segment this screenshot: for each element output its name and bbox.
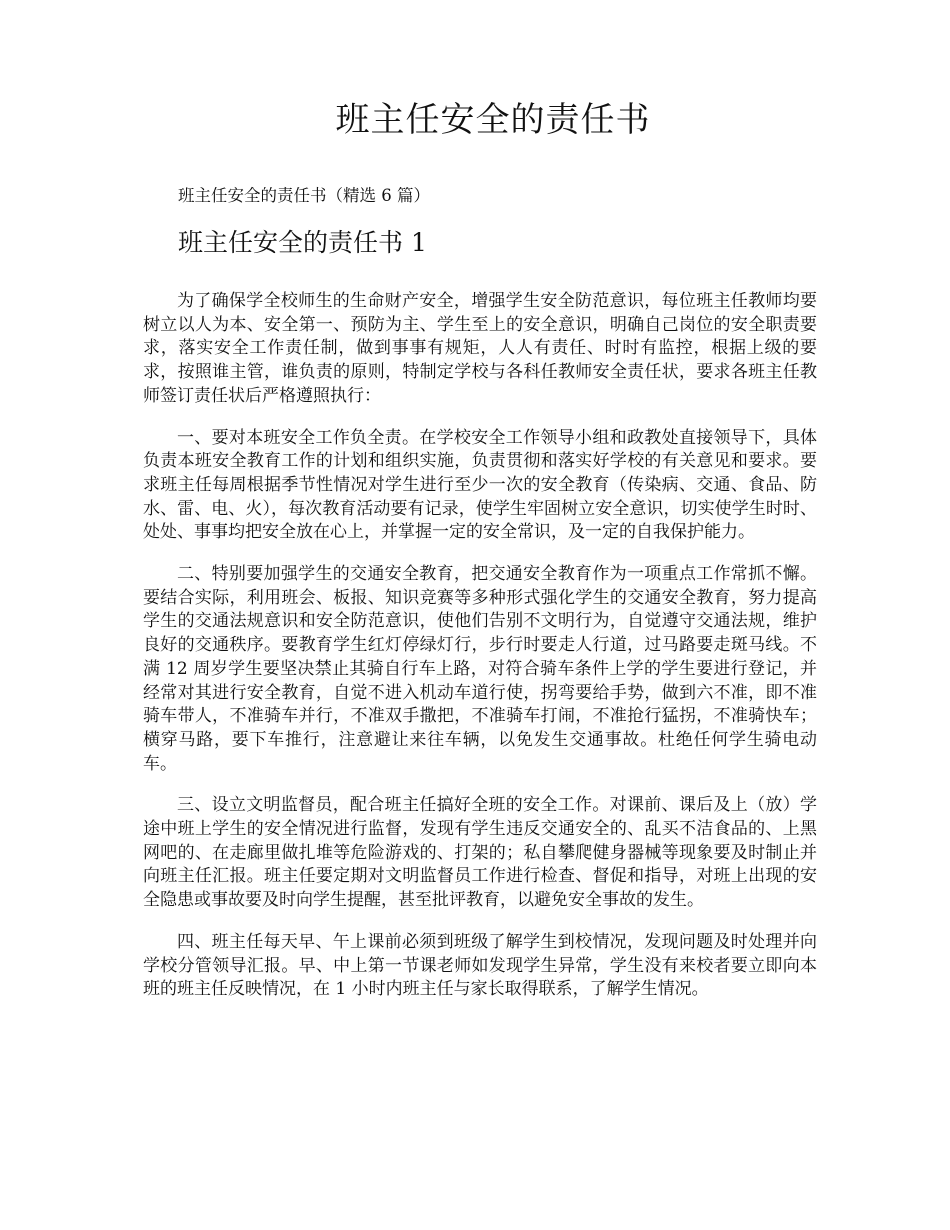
document-title: 班主任安全的责任书 [335, 100, 651, 140]
document-subtitle: 班主任安全的责任书（精选 6 篇） [178, 186, 430, 205]
paragraph-intro: 为了确保学全校师生的生命财产安全，增强学生安全防范意识，每位班主任教师均要树立以人为本、安全第一、预防为主、学生至上的安全意识，明确自己岗位的安全职责要求，落实安全工作责任制，做到事事有规矩，人人有责任、时时有监控，根据上级的要求，按照谁主管，谁负责的原则，特制定学校与各科任教师安全责任状，要求各班主任教师签订责任状后严格遵照执行： [143, 291, 817, 406]
section-heading: 班主任安全的责任书 1 [178, 228, 427, 257]
paragraph-item-3: 三、设立文明监督员，配合班主任搞好全班的安全工作。对课前、课后及上（放）学途中班上学生的安全情况进行监督，发现有学生违反交通安全的、乱买不洁食品的、上黑网吧的、在走廊里做扎堆等危险游戏的、打架的；私自攀爬健身器械等现象要及时制止并向班主任汇报。班主任要定期对文明监督员工作进行检查、督促和指导，对班上出现的安全隐患或事故要及时向学生提醒，甚至批评教育，以避免安全事故的发生。 [143, 795, 817, 911]
document-body [143, 290, 817, 1020]
paragraph-item-2: 二、特别要加强学生的交通安全教育，把交通安全教育作为一项重点工作常抓不懈。要结合实际，利用班会、板报、知识竞赛等多种形式强化学生的交通安全教育，努力提高学生的交通法规意识和安全防范意识，使他们告别不文明行为，自觉遵守交通法规，维护良好的交通秩序。要教育学生红灯停绿灯行，步行时要走人行道，过马路要走斑马线。不满 12 周岁学生要坚决禁止其骑自行车上路，对符合骑车条件上学的学生要进行登记，并经常对其进行安全教育，自觉不进入机动车道行使，拐弯要给手势，做到六不准，即不准骑车带人，不准骑车并行，不准双手撒把，不准骑车打闹，不准抢行猛拐，不准骑快车；横穿马路，要下车推行，注意避让来往车辆，以免发生交通事故。杜绝任何学生骑电动车。 [143, 564, 817, 774]
paragraph-item-4: 四、班主任每天早、午上课前必须到班级了解学生到校情况，发现问题及时处理并向学校分管领导汇报。早、中上第一节课老师如发现学生异常，学生没有来校者要立即向本班的班主任反映情况，在 1 小时内班主任与家长取得联系，了解学生情况。 [143, 931, 817, 1000]
paragraph-item-1: 一、要对本班安全工作负全责。在学校安全工作领导小组和政教处直接领导下，具体负责本班安全教育工作的计划和组织实施，负责贯彻和落实好学校的有关意见和要求。要求班主任每周根据季节性情况对学生进行至少一次的安全教育（传染病、交通、食品、防水、雷、电、火），每次教育活动要有记录，使学生牢固树立安全意识，切实使学生时时、处处、事事均把安全放在心上，并掌握一定的安全常识，及一定的自我保护能力。 [143, 427, 817, 543]
